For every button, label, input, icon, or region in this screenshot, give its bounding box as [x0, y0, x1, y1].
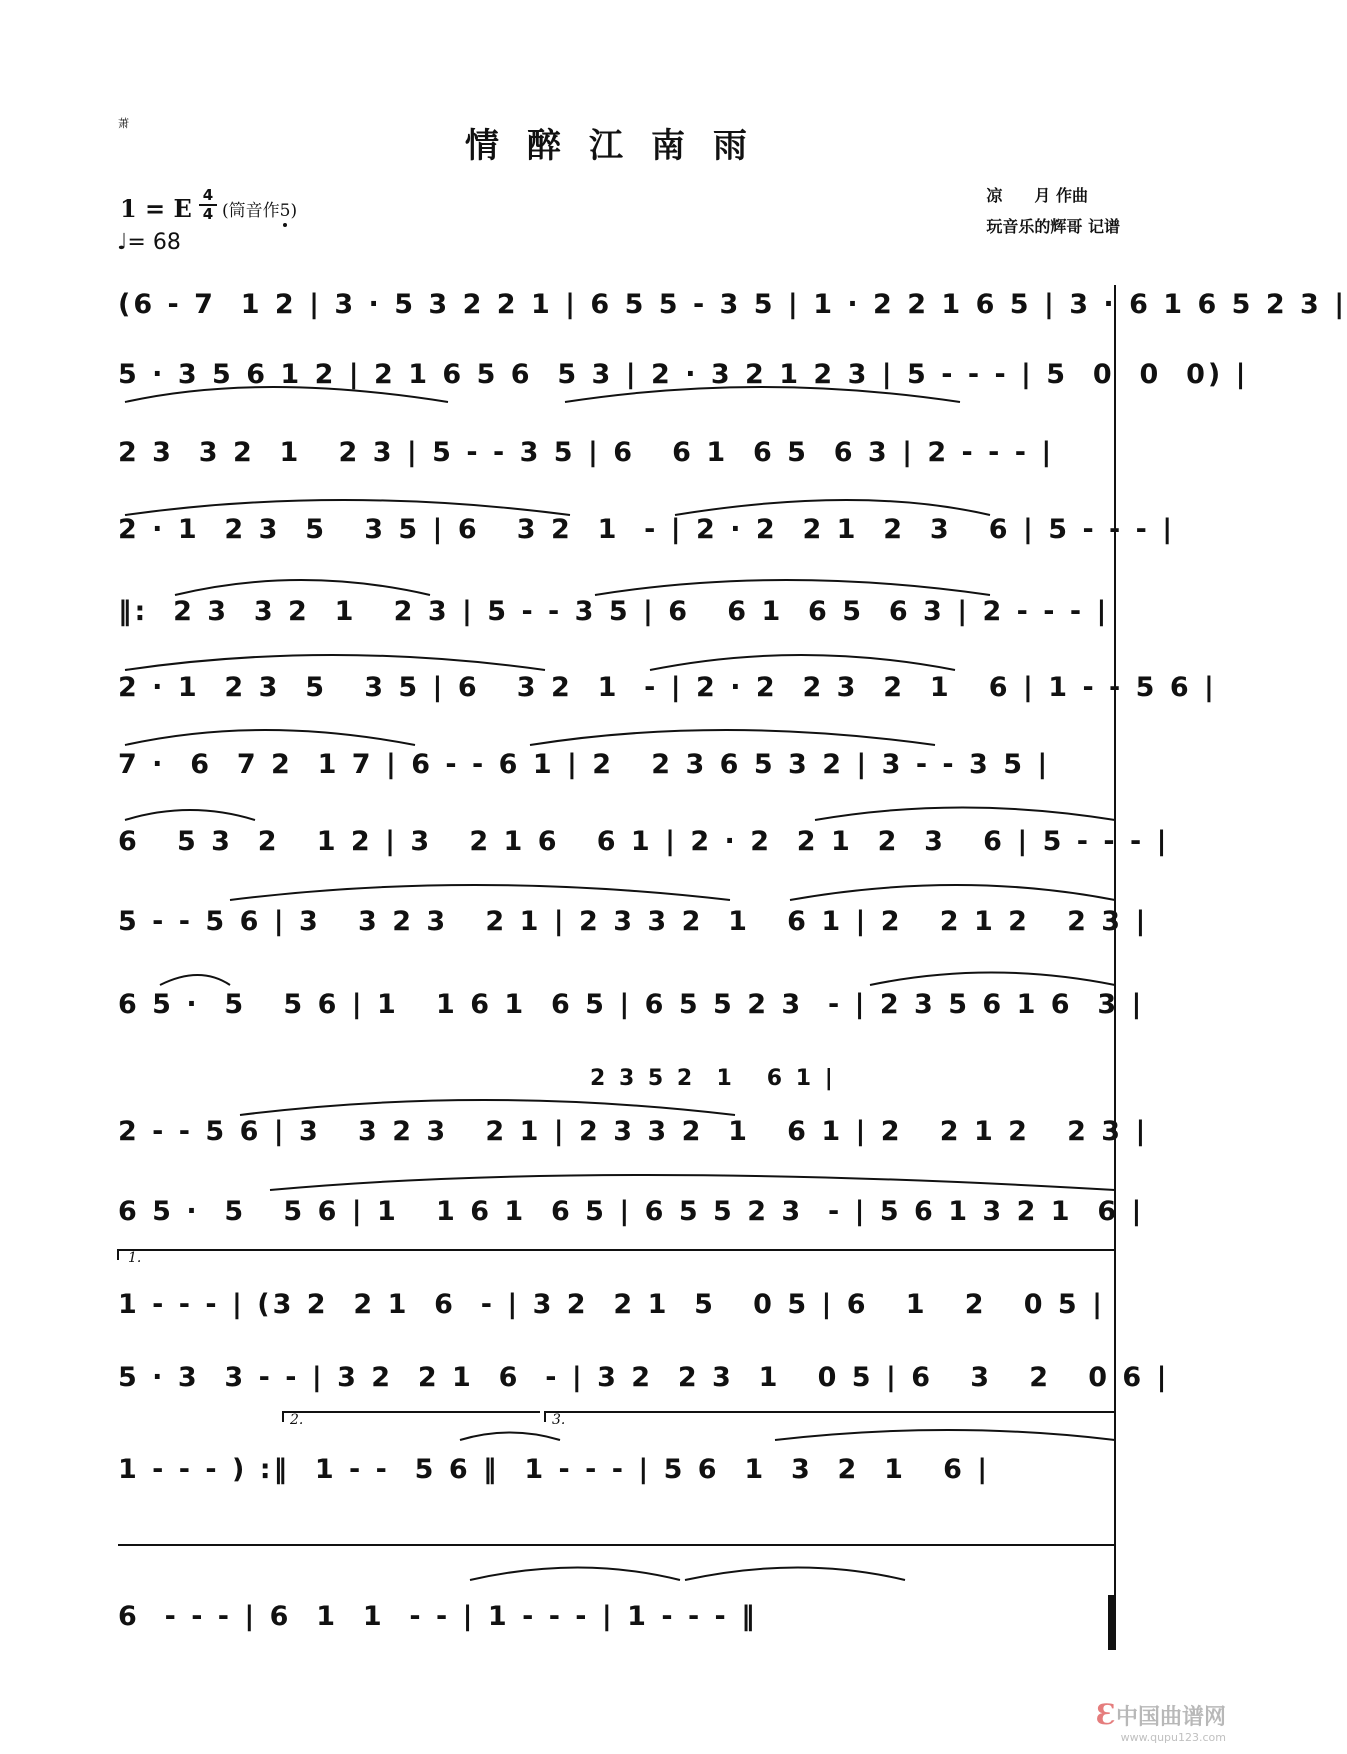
- slur-line-10b: [870, 973, 1115, 986]
- quarter-note-icon: ♩: [117, 230, 128, 255]
- slur-line-3: [125, 387, 448, 402]
- transcriber-name: 玩音乐的辉哥: [986, 217, 1083, 236]
- score-line: 6 5 3 2 1 2 | 3 2 1 6 6 1 | 2 · 2 2 1 2 3 6 | 5 - - - |: [118, 826, 1170, 857]
- slur-line-8: [125, 810, 255, 820]
- watermark: [1096, 1698, 1226, 1744]
- composer-role: 作曲: [1055, 186, 1088, 205]
- volta-3-label: 3.: [552, 1412, 566, 1428]
- transcriber-role: 记谱: [1087, 217, 1120, 236]
- score-line: 6 - - - | 6 1 1 - - | 1 - - - | 1 - - - ‖: [118, 1601, 758, 1632]
- score-line: ‖: 2 3 3 2 1 2 3 | 5 - - 3 5 | 6 6 1 6 5 6 3 | 2 - - - |: [118, 596, 1110, 627]
- slur-line-13: [270, 1175, 1115, 1190]
- slur-line-4: [125, 500, 570, 515]
- score-line: 6 5 · 5 5 6 | 1 1 6 1 6 5 | 6 5 5 2 3 - | 2 3 5 6 1 6 3 |: [118, 989, 1145, 1020]
- score-line: 5 - - 5 6 | 3 3 2 3 2 1 | 2 3 3 2 1 6 1 | 2 2 1 2 2 3 |: [118, 906, 1149, 937]
- slur-line-5b: [595, 580, 990, 595]
- slur-line-9b: [790, 885, 1115, 900]
- tempo-value: = 68: [127, 230, 181, 255]
- slur-line-4b: [675, 500, 990, 515]
- composer-name: 凉 月: [986, 186, 1051, 205]
- score-line: 2 - - 5 6 | 3 3 2 3 2 1 | 2 3 3 2 1 6 1 | 2 2 1 2 2 3 |: [118, 1116, 1149, 1147]
- watermark-url: www.qupu123.com: [1120, 1731, 1226, 1744]
- slur-line-17b: [685, 1568, 905, 1581]
- key-note-digit: 5: [279, 201, 291, 221]
- score-line: 5 · 3 5 6 1 2 | 2 1 6 5 6 5 3 | 2 · 3 2 1 2 3 | 5 - - - | 5 0 0 0) |: [118, 359, 1249, 390]
- slur-line-8b: [815, 808, 1115, 821]
- slur-line-17: [470, 1568, 680, 1581]
- volta-2-label: 2.: [290, 1412, 304, 1428]
- page-title: 情醉江南雨: [465, 126, 775, 166]
- slur-line-9: [230, 885, 730, 900]
- time-sig-top: 4: [202, 186, 214, 204]
- score-line: 7 · 6 7 2 1 7 | 6 - - 6 1 | 2 2 3 6 5 3 2 | 3 - - 3 5 |: [118, 749, 1051, 780]
- slur-line-12: [240, 1100, 735, 1115]
- slur-line-10: [160, 975, 230, 985]
- score-line: 2 · 1 2 3 5 3 5 | 6 3 2 1 - | 2 · 2 2 1 2 3 6 | 5 - - - |: [118, 514, 1176, 545]
- corner-mark: 萧: [118, 117, 129, 130]
- score-line: 6 5 · 5 5 6 | 1 1 6 1 6 5 | 6 5 5 2 3 - | 5 6 1 3 2 1 6 |: [118, 1196, 1145, 1227]
- e-logo-icon: Ɛ: [1095, 1698, 1116, 1731]
- slur-line-5: [175, 580, 430, 595]
- time-sig-bottom: 4: [202, 205, 214, 223]
- slur-line-16b: [775, 1430, 1115, 1440]
- slur-line-6: [125, 655, 545, 670]
- key-note-prefix: (筒音作: [222, 201, 280, 221]
- final-bracket: [118, 1535, 1115, 1545]
- volta-1-label: 1.: [128, 1250, 142, 1266]
- slur-line-16: [460, 1433, 560, 1441]
- key-signature: 1 = E: [120, 194, 192, 223]
- score-line: 5 · 3 3 - - | 3 2 2 1 6 - | 3 2 2 3 1 0 5 | 6 3 2 0 6 |: [118, 1362, 1170, 1393]
- score-line: 2 3 5 2 1 6 1 |: [590, 1066, 836, 1091]
- key-note-suffix: ): [290, 201, 298, 221]
- watermark-logo: Ɛ中国曲谱网: [1095, 1698, 1226, 1731]
- volta-2-bracket: [283, 1412, 540, 1422]
- score-line: 2 · 1 2 3 5 3 5 | 6 3 2 1 - | 2 · 2 2 3 2 1 6 | 1 - - 5 6 |: [118, 672, 1217, 703]
- score-line: 1 - - - ) :‖ 1 - - 5 6 ‖ 1 - - - | 5 6 1 3 2 1 6 |: [118, 1454, 991, 1485]
- score-line: 1 - - - | (3 2 2 1 6 - | 3 2 2 1 5 0 5 | 6 1 2 0 5 |: [118, 1289, 1105, 1320]
- slur-line-3b: [565, 387, 960, 402]
- slur-line-7b: [530, 730, 935, 745]
- score-line: (6 - 7 1 2 | 3 · 5 3 2 2 1 | 6 5 5 - 3 5 | 1 · 2 2 1 6 5 | 3 · 6 1 6 5 2 3 |: [118, 289, 1347, 320]
- final-thick-barline: [1108, 1595, 1114, 1650]
- volta-3-bracket: [545, 1412, 1115, 1422]
- score-line: 2 3 3 2 1 2 3 | 5 - - 3 5 | 6 6 1 6 5 6 3 | 2 - - - |: [118, 437, 1055, 468]
- slur-line-6b: [650, 655, 955, 670]
- volta-1-bracket: [118, 1250, 1115, 1260]
- slur-line-7: [125, 730, 415, 745]
